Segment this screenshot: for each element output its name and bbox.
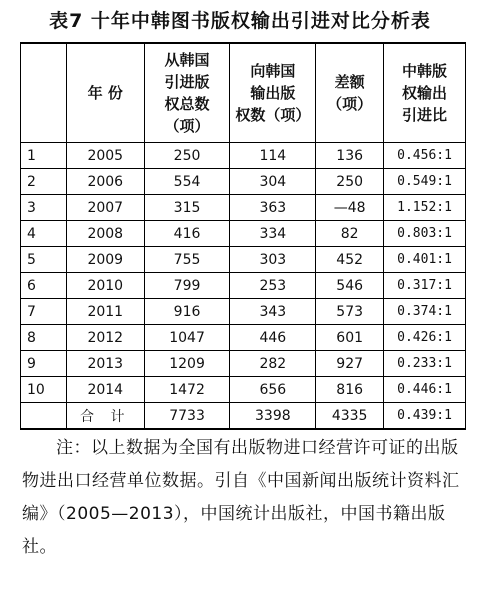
cell-imported: 799	[144, 273, 230, 299]
cell-no: 6	[21, 273, 67, 299]
total-label-cell: 合 计	[66, 403, 144, 430]
cell-no: 3	[21, 195, 67, 221]
header-exported-text: 向韩国 输出版 权数（项）	[235, 62, 311, 124]
cell-imported: 1472	[144, 377, 230, 403]
cell-ratio: 0.426:1	[384, 325, 466, 351]
cell-imported: 315	[144, 195, 230, 221]
header-imported	[144, 43, 230, 143]
header-year	[66, 43, 144, 143]
header-year-text: 年 份	[87, 84, 123, 102]
cell-difference: 452	[316, 247, 384, 273]
cell-year: 2014	[66, 377, 144, 403]
table-row	[21, 325, 466, 351]
header-difference-text: 差额 （项）	[327, 73, 373, 113]
table-row	[21, 377, 466, 403]
table-row	[21, 273, 466, 299]
table-row	[21, 351, 466, 377]
footnote	[22, 432, 462, 564]
cell-ratio: 0.401:1	[384, 247, 466, 273]
table-row	[21, 299, 466, 325]
cell-year: 2011	[66, 299, 144, 325]
cell-ratio: 0.803:1	[384, 221, 466, 247]
table-title: 表7 十年中韩图书版权输出引进对比分析表	[49, 10, 431, 32]
header-difference	[316, 43, 384, 143]
total-imported-cell: 7733	[144, 403, 230, 430]
table-row	[21, 195, 466, 221]
cell-exported: 303	[230, 247, 316, 273]
table-row	[21, 247, 466, 273]
cell-year: 2005	[66, 143, 144, 169]
cell-imported: 554	[144, 169, 230, 195]
cell-ratio: 0.233:1	[384, 351, 466, 377]
cell-imported: 755	[144, 247, 230, 273]
total-difference-cell: 4335	[316, 403, 384, 430]
total-exported-cell: 3398	[230, 403, 316, 430]
cell-difference: 546	[316, 273, 384, 299]
cell-year: 2007	[66, 195, 144, 221]
cell-ratio: 0.317:1	[384, 273, 466, 299]
cell-ratio: 0.446:1	[384, 377, 466, 403]
cell-no: 1	[21, 143, 67, 169]
cell-no: 7	[21, 299, 67, 325]
cell-ratio: 0.374:1	[384, 299, 466, 325]
cell-no: 2	[21, 169, 67, 195]
table-row	[21, 221, 466, 247]
cell-year: 2008	[66, 221, 144, 247]
header-ratio-text: 中韩版 权输出 引进比	[402, 62, 448, 124]
cell-no: 4	[21, 221, 67, 247]
cell-no: 8	[21, 325, 67, 351]
cell-exported: 253	[230, 273, 316, 299]
cell-exported: 363	[230, 195, 316, 221]
cell-imported: 1209	[144, 351, 230, 377]
cell-difference: 927	[316, 351, 384, 377]
cell-exported: 282	[230, 351, 316, 377]
table-row	[21, 143, 466, 169]
cell-exported: 446	[230, 325, 316, 351]
cell-difference: 573	[316, 299, 384, 325]
cell-difference: —48	[316, 195, 384, 221]
cell-difference: 82	[316, 221, 384, 247]
header-ratio	[384, 43, 466, 143]
table-row	[21, 169, 466, 195]
cell-year: 2006	[66, 169, 144, 195]
cell-no: 10	[21, 377, 67, 403]
cell-imported: 916	[144, 299, 230, 325]
copyright-comparison-table	[20, 42, 466, 430]
cell-exported: 114	[230, 143, 316, 169]
total-ratio-cell: 0.439:1	[384, 403, 466, 430]
cell-exported: 656	[230, 377, 316, 403]
cell-difference: 601	[316, 325, 384, 351]
header-exported	[230, 43, 316, 143]
header-imported-text: 从韩国 引进版 权总数 （项）	[164, 51, 210, 135]
header-row	[21, 43, 466, 143]
cell-difference: 250	[316, 169, 384, 195]
total-row	[21, 403, 466, 430]
cell-imported: 250	[144, 143, 230, 169]
cell-year: 2009	[66, 247, 144, 273]
cell-exported: 304	[230, 169, 316, 195]
cell-year: 2013	[66, 351, 144, 377]
footnote-text: 注：以上数据为全国有出版物进口经营许可证的出版物进出口经营单位数据。引自《中国新闻出版统计资料汇编》（2005—2013），中国统计出版社，中国书籍出版社。	[22, 438, 460, 557]
cell-exported: 334	[230, 221, 316, 247]
header-no	[21, 43, 67, 143]
cell-difference: 816	[316, 377, 384, 403]
total-no-cell	[21, 403, 67, 430]
cell-exported: 343	[230, 299, 316, 325]
cell-imported: 1047	[144, 325, 230, 351]
cell-difference: 136	[316, 143, 384, 169]
cell-no: 5	[21, 247, 67, 273]
cell-year: 2012	[66, 325, 144, 351]
cell-ratio: 0.456:1	[384, 143, 466, 169]
cell-year: 2010	[66, 273, 144, 299]
cell-no: 9	[21, 351, 67, 377]
cell-ratio: 0.549:1	[384, 169, 466, 195]
cell-imported: 416	[144, 221, 230, 247]
cell-ratio: 1.152:1	[384, 195, 466, 221]
